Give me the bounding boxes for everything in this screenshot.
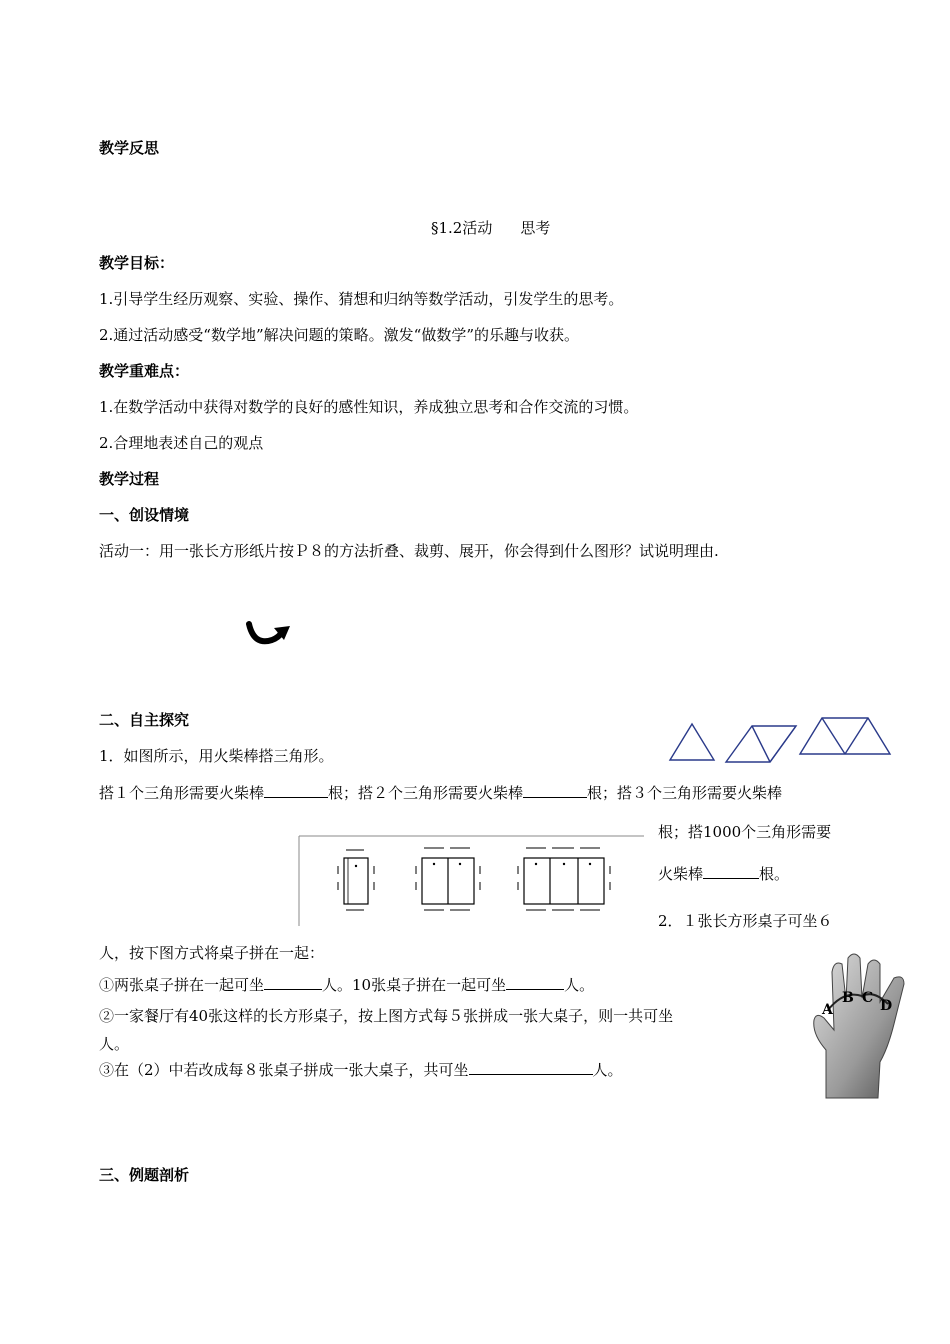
part3-heading: 三、例题剖析 xyxy=(99,1166,190,1184)
answer-blank[interactable] xyxy=(469,1059,593,1075)
q1-line2: 根；搭1000个三角形需要 xyxy=(658,823,832,841)
answer-blank[interactable] xyxy=(264,782,328,798)
q1-line xyxy=(99,782,782,803)
answer-blank[interactable] xyxy=(506,974,564,990)
lesson-section: §1.2活动 xyxy=(431,219,493,237)
answer-blank[interactable] xyxy=(264,974,322,990)
key-point-item: 2.合理地表述自己的观点 xyxy=(99,434,264,452)
q2-text: ③在（2）中若改成每８张桌子拼成一张大桌子，共可坐 xyxy=(99,1061,469,1079)
answer-blank[interactable] xyxy=(523,782,587,798)
q2-item-2: ②一家餐厅有40张这样的长方形桌子，按上图方式每５张拼成一张大桌子，则一共可坐 xyxy=(99,1007,674,1025)
q2-item-2-cont: 人。 xyxy=(99,1035,130,1053)
three-triangle-shape xyxy=(800,718,890,754)
objective-item: 1.引导学生经历观察、实验、操作、猜想和归纳等数学活动，引发学生的思考。 xyxy=(99,290,624,308)
q2-text: 人。 xyxy=(564,976,595,994)
q2-intro: 2．１张长方形桌子可坐６ xyxy=(658,912,833,930)
q2-text: ①两张桌子拼在一起可坐 xyxy=(99,976,265,994)
objectives-heading: 教学目标： xyxy=(99,254,175,272)
objective-item: 2.通过活动感受“数学地”解决问题的策略。激发“做数学”的乐趣与收获。 xyxy=(99,326,579,344)
q2-text: 人。10张桌子拼在一起可坐 xyxy=(322,976,507,994)
q2-text: 人。 xyxy=(592,1061,623,1079)
q1-text: 搭１个三角形需要火柴棒 xyxy=(99,784,265,802)
hand-label: A xyxy=(822,1002,833,1018)
tables-figure xyxy=(298,834,646,928)
q1-intro: 1．如图所示，用火柴棒搭三角形。 xyxy=(99,747,334,765)
q1-line3 xyxy=(658,863,789,884)
hand-label: C xyxy=(862,990,874,1006)
q2-intro-cont: 人，按下图方式将桌子拼在一起： xyxy=(99,944,325,962)
hand-label: B xyxy=(842,990,854,1006)
triangle-shape xyxy=(670,724,714,760)
lesson-topic: 思考 xyxy=(520,219,551,237)
q1-text: 根；搭３个三角形需要火柴棒 xyxy=(587,784,783,802)
part1-heading: 一、创设情境 xyxy=(99,506,190,524)
q1-text: 根；搭２个三角形需要火柴棒 xyxy=(328,784,524,802)
matchstick-triangles-figure xyxy=(666,712,896,768)
key-points-heading: 教学重难点： xyxy=(99,362,190,380)
q2-item-3 xyxy=(99,1059,623,1080)
curved-arrow-icon xyxy=(244,620,294,650)
activity-text: 活动一：用一张长方形纸片按Ｐ８的方法折叠、裁剪、展开，你会得到什么图形？试说明理由. xyxy=(99,542,719,560)
key-point-item: 1.在数学活动中获得对数学的良好的感性知识，养成独立思考和合作交流的习惯。 xyxy=(99,398,639,416)
part2-heading: 二、自主探究 xyxy=(99,711,190,729)
q2-item-1 xyxy=(99,974,594,995)
q1-text: 根。 xyxy=(759,865,790,883)
process-heading: 教学过程 xyxy=(99,470,160,488)
lesson-title xyxy=(431,218,550,238)
hand-figure xyxy=(804,950,914,1100)
hand-label: D xyxy=(880,998,893,1014)
q1-text: 火柴棒 xyxy=(658,865,704,883)
answer-blank[interactable] xyxy=(703,863,759,879)
top-heading: 教学反思 xyxy=(99,139,160,157)
